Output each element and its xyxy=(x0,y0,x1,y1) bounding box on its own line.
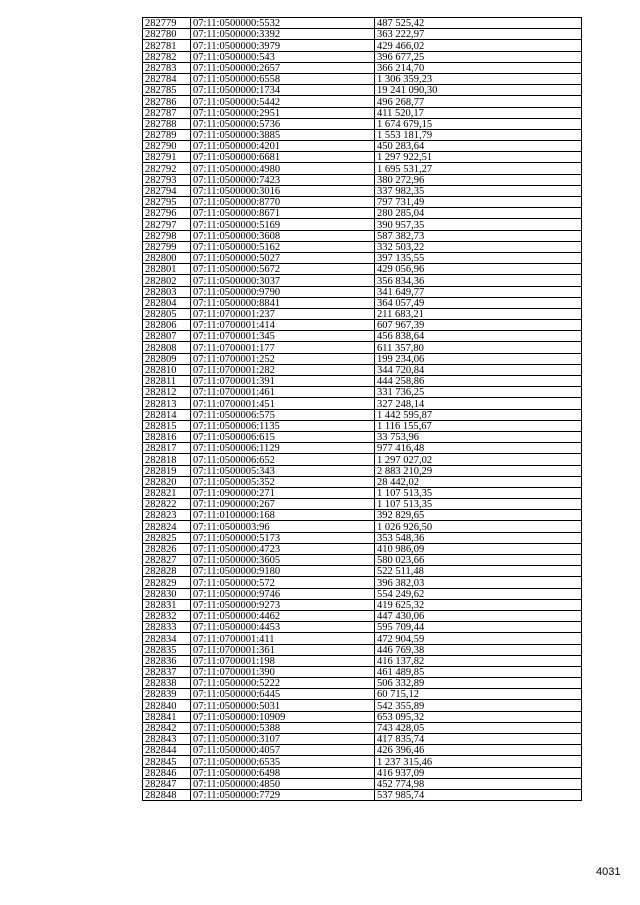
cadastral-number-cell: 07:11:0500000:4057 xyxy=(191,745,375,756)
row-number-cell: 282814 xyxy=(143,409,191,420)
table-row xyxy=(143,286,582,297)
cadastral-number-cell: 07:11:0500006:1135 xyxy=(191,420,375,431)
table-row xyxy=(143,197,582,208)
value-cell: 353 548,36 xyxy=(375,532,582,543)
cadastral-number-cell: 07:11:0500000:9790 xyxy=(191,286,375,297)
cadastral-number-cell: 07:11:0700001:198 xyxy=(191,655,375,666)
value-cell: 2 883 210,29 xyxy=(375,465,582,476)
cadastral-number-cell: 07:11:0500000:5169 xyxy=(191,219,375,230)
table-row xyxy=(143,722,582,733)
cadastral-number-cell: 07:11:0900000:267 xyxy=(191,499,375,510)
row-number-cell: 282794 xyxy=(143,185,191,196)
row-number-cell: 282785 xyxy=(143,85,191,96)
table-row xyxy=(143,208,582,219)
cadastral-number-cell: 07:11:0500000:9746 xyxy=(191,588,375,599)
cadastral-number-cell: 07:11:0500000:3016 xyxy=(191,185,375,196)
table-row xyxy=(143,29,582,40)
value-cell: 419 625,32 xyxy=(375,599,582,610)
value-cell: 1 442 595,87 xyxy=(375,409,582,420)
cadastral-number-cell: 07:11:0500000:543 xyxy=(191,51,375,62)
row-number-cell: 282783 xyxy=(143,62,191,73)
row-number-cell: 282792 xyxy=(143,163,191,174)
table-row xyxy=(143,308,582,319)
value-cell: 410 986,09 xyxy=(375,543,582,554)
row-number-cell: 282835 xyxy=(143,644,191,655)
cadastral-number-cell: 07:11:0500000:9180 xyxy=(191,566,375,577)
value-cell: 363 222,97 xyxy=(375,29,582,40)
value-cell: 1 695 531,27 xyxy=(375,163,582,174)
cadastral-number-cell: 07:11:0500000:6681 xyxy=(191,152,375,163)
cadastral-number-cell: 07:11:0700001:282 xyxy=(191,364,375,375)
row-number-cell: 282831 xyxy=(143,599,191,610)
row-number-cell: 282801 xyxy=(143,264,191,275)
table-row xyxy=(143,320,582,331)
value-cell: 1 237 315,46 xyxy=(375,756,582,767)
cadastral-number-cell: 07:11:0500000:5388 xyxy=(191,722,375,733)
value-cell: 1 026 926,50 xyxy=(375,521,582,532)
value-cell: 450 283,64 xyxy=(375,141,582,152)
cadastral-number-cell: 07:11:0500006:615 xyxy=(191,431,375,442)
cadastral-number-cell: 07:11:0500000:2951 xyxy=(191,107,375,118)
cadastral-number-cell: 07:11:0500000:4453 xyxy=(191,622,375,633)
table-row xyxy=(143,376,582,387)
row-number-cell: 282846 xyxy=(143,767,191,778)
cadastral-number-cell: 07:11:0700001:391 xyxy=(191,376,375,387)
value-cell: 542 355,89 xyxy=(375,700,582,711)
cadastral-number-cell: 07:11:0700001:237 xyxy=(191,308,375,319)
row-number-cell: 282793 xyxy=(143,174,191,185)
row-number-cell: 282811 xyxy=(143,376,191,387)
table-row xyxy=(143,700,582,711)
row-number-cell: 282829 xyxy=(143,577,191,588)
cadastral-number-cell: 07:11:0500000:6558 xyxy=(191,73,375,84)
cadastral-number-cell: 07:11:0500000:5027 xyxy=(191,252,375,263)
cadastral-number-cell: 07:11:0500000:5736 xyxy=(191,118,375,129)
value-cell: 506 332,89 xyxy=(375,678,582,689)
value-cell: 364 057,49 xyxy=(375,297,582,308)
table-row xyxy=(143,185,582,196)
cadastral-number-cell: 07:11:0500000:5532 xyxy=(191,18,375,29)
cadastral-number-cell: 07:11:0500005:352 xyxy=(191,476,375,487)
table-row xyxy=(143,51,582,62)
row-number-cell: 282807 xyxy=(143,331,191,342)
cadastral-number-cell: 07:11:0500006:575 xyxy=(191,409,375,420)
cadastral-number-cell: 07:11:0900000:271 xyxy=(191,487,375,498)
page-number: 4031 xyxy=(596,866,621,878)
row-number-cell: 282833 xyxy=(143,622,191,633)
row-number-cell: 282840 xyxy=(143,700,191,711)
row-number-cell: 282809 xyxy=(143,353,191,364)
row-number-cell: 282788 xyxy=(143,118,191,129)
value-cell: 444 258,86 xyxy=(375,376,582,387)
table-row xyxy=(143,241,582,252)
table-row xyxy=(143,778,582,789)
cadastral-number-cell: 07:11:0500000:4850 xyxy=(191,778,375,789)
value-cell: 416 937,09 xyxy=(375,767,582,778)
value-cell: 392 829,65 xyxy=(375,510,582,521)
value-cell: 456 838,64 xyxy=(375,331,582,342)
row-number-cell: 282828 xyxy=(143,566,191,577)
value-cell: 653 095,32 xyxy=(375,711,582,722)
cadastral-value-table xyxy=(142,17,582,801)
table-row xyxy=(143,532,582,543)
row-number-cell: 282791 xyxy=(143,152,191,163)
value-cell: 28 442,02 xyxy=(375,476,582,487)
value-cell: 332 503,22 xyxy=(375,241,582,252)
cadastral-number-cell: 07:11:0500000:3608 xyxy=(191,230,375,241)
cadastral-number-cell: 07:11:0700001:361 xyxy=(191,644,375,655)
value-cell: 1 107 513,35 xyxy=(375,499,582,510)
row-number-cell: 282817 xyxy=(143,443,191,454)
cadastral-number-cell: 07:11:0500000:3885 xyxy=(191,129,375,140)
cadastral-number-cell: 07:11:0500000:3107 xyxy=(191,734,375,745)
table-row xyxy=(143,331,582,342)
row-number-cell: 282842 xyxy=(143,722,191,733)
cadastral-number-cell: 07:11:0700001:177 xyxy=(191,342,375,353)
table-row xyxy=(143,521,582,532)
table-row xyxy=(143,499,582,510)
row-number-cell: 282810 xyxy=(143,364,191,375)
value-cell: 199 234,06 xyxy=(375,353,582,364)
cadastral-number-cell: 07:11:0500000:6445 xyxy=(191,689,375,700)
cadastral-number-cell: 07:11:0500000:4462 xyxy=(191,610,375,621)
table-row xyxy=(143,264,582,275)
row-number-cell: 282779 xyxy=(143,18,191,29)
row-number-cell: 282847 xyxy=(143,778,191,789)
cadastral-number-cell: 07:11:0500000:3979 xyxy=(191,40,375,51)
value-cell: 607 967,39 xyxy=(375,320,582,331)
cadastral-number-cell: 07:11:0500000:6535 xyxy=(191,756,375,767)
table-row xyxy=(143,711,582,722)
cadastral-number-cell: 07:11:0500000:8770 xyxy=(191,197,375,208)
value-cell: 472 904,59 xyxy=(375,633,582,644)
row-number-cell: 282837 xyxy=(143,666,191,677)
cadastral-number-cell: 07:11:0500000:1734 xyxy=(191,85,375,96)
row-number-cell: 282830 xyxy=(143,588,191,599)
row-number-cell: 282819 xyxy=(143,465,191,476)
row-number-cell: 282821 xyxy=(143,487,191,498)
value-cell: 429 466,02 xyxy=(375,40,582,51)
row-number-cell: 282787 xyxy=(143,107,191,118)
row-number-cell: 282782 xyxy=(143,51,191,62)
value-cell: 397 135,55 xyxy=(375,252,582,263)
row-number-cell: 282800 xyxy=(143,252,191,263)
row-number-cell: 282790 xyxy=(143,141,191,152)
cadastral-number-cell: 07:11:0500000:4980 xyxy=(191,163,375,174)
row-number-cell: 282848 xyxy=(143,789,191,800)
table-row xyxy=(143,610,582,621)
cadastral-number-cell: 07:11:0500000:3392 xyxy=(191,29,375,40)
table-row xyxy=(143,622,582,633)
table-row xyxy=(143,219,582,230)
value-cell: 1 107 513,35 xyxy=(375,487,582,498)
value-cell: 411 520,17 xyxy=(375,107,582,118)
value-cell: 496 268,77 xyxy=(375,96,582,107)
value-cell: 33 753,96 xyxy=(375,431,582,442)
table-row xyxy=(143,666,582,677)
table-row xyxy=(143,431,582,442)
value-cell: 743 428,05 xyxy=(375,722,582,733)
table-row xyxy=(143,18,582,29)
value-cell: 429 056,96 xyxy=(375,264,582,275)
row-number-cell: 282844 xyxy=(143,745,191,756)
cadastral-number-cell: 07:11:0500000:5031 xyxy=(191,700,375,711)
table-row xyxy=(143,476,582,487)
table-row xyxy=(143,85,582,96)
value-cell: 331 736,25 xyxy=(375,387,582,398)
value-cell: 447 430,06 xyxy=(375,610,582,621)
value-cell: 487 525,42 xyxy=(375,18,582,29)
value-cell: 537 985,74 xyxy=(375,789,582,800)
row-number-cell: 282823 xyxy=(143,510,191,521)
table-row xyxy=(143,689,582,700)
value-cell: 461 489,85 xyxy=(375,666,582,677)
cadastral-number-cell: 07:11:0500000:10909 xyxy=(191,711,375,722)
row-number-cell: 282838 xyxy=(143,678,191,689)
table-row xyxy=(143,73,582,84)
table-row xyxy=(143,40,582,51)
row-number-cell: 282803 xyxy=(143,286,191,297)
value-cell: 452 774,98 xyxy=(375,778,582,789)
row-number-cell: 282827 xyxy=(143,555,191,566)
row-number-cell: 282824 xyxy=(143,521,191,532)
table-row xyxy=(143,174,582,185)
table-row xyxy=(143,487,582,498)
row-number-cell: 282808 xyxy=(143,342,191,353)
value-cell: 580 023,66 xyxy=(375,555,582,566)
cadastral-number-cell: 07:11:0500000:9273 xyxy=(191,599,375,610)
row-number-cell: 282843 xyxy=(143,734,191,745)
row-number-cell: 282799 xyxy=(143,241,191,252)
row-number-cell: 282795 xyxy=(143,197,191,208)
value-cell: 797 731,49 xyxy=(375,197,582,208)
row-number-cell: 282815 xyxy=(143,420,191,431)
row-number-cell: 282804 xyxy=(143,297,191,308)
table-row xyxy=(143,555,582,566)
cadastral-number-cell: 07:11:0500003:96 xyxy=(191,521,375,532)
cadastral-number-cell: 07:11:0500000:5162 xyxy=(191,241,375,252)
table-row xyxy=(143,745,582,756)
table-row xyxy=(143,510,582,521)
table-row xyxy=(143,588,582,599)
value-cell: 337 982,35 xyxy=(375,185,582,196)
table-row xyxy=(143,789,582,800)
table-row xyxy=(143,141,582,152)
value-cell: 554 249,62 xyxy=(375,588,582,599)
row-number-cell: 282836 xyxy=(143,655,191,666)
row-number-cell: 282786 xyxy=(143,96,191,107)
row-number-cell: 282798 xyxy=(143,230,191,241)
table-row xyxy=(143,107,582,118)
table-body xyxy=(143,18,582,801)
value-cell: 327 248,14 xyxy=(375,398,582,409)
row-number-cell: 282834 xyxy=(143,633,191,644)
cadastral-number-cell: 07:11:0500000:4201 xyxy=(191,141,375,152)
value-cell: 1 306 359,23 xyxy=(375,73,582,84)
table-row xyxy=(143,152,582,163)
cadastral-number-cell: 07:11:0500000:8841 xyxy=(191,297,375,308)
table-row xyxy=(143,734,582,745)
table-row xyxy=(143,387,582,398)
value-cell: 19 241 090,30 xyxy=(375,85,582,96)
value-cell: 380 272,96 xyxy=(375,174,582,185)
value-cell: 446 769,38 xyxy=(375,644,582,655)
row-number-cell: 282832 xyxy=(143,610,191,621)
row-number-cell: 282806 xyxy=(143,320,191,331)
table-row xyxy=(143,678,582,689)
table-row xyxy=(143,353,582,364)
value-cell: 611 357,80 xyxy=(375,342,582,353)
row-number-cell: 282845 xyxy=(143,756,191,767)
table-row xyxy=(143,297,582,308)
table-row xyxy=(143,409,582,420)
cadastral-number-cell: 07:11:0500000:5442 xyxy=(191,96,375,107)
row-number-cell: 282816 xyxy=(143,431,191,442)
row-number-cell: 282780 xyxy=(143,29,191,40)
cadastral-number-cell: 07:11:0500000:4723 xyxy=(191,543,375,554)
row-number-cell: 282813 xyxy=(143,398,191,409)
table-row xyxy=(143,443,582,454)
table-row xyxy=(143,566,582,577)
table-row xyxy=(143,275,582,286)
cadastral-number-cell: 07:11:0500000:8671 xyxy=(191,208,375,219)
value-cell: 280 285,04 xyxy=(375,208,582,219)
cadastral-number-cell: 07:11:0700001:390 xyxy=(191,666,375,677)
value-cell: 1 297 922,51 xyxy=(375,152,582,163)
table-row xyxy=(143,163,582,174)
cadastral-number-cell: 07:11:0500006:1129 xyxy=(191,443,375,454)
table-row xyxy=(143,342,582,353)
value-cell: 587 382,73 xyxy=(375,230,582,241)
row-number-cell: 282826 xyxy=(143,543,191,554)
value-cell: 341 649,77 xyxy=(375,286,582,297)
table-row xyxy=(143,543,582,554)
cadastral-number-cell: 07:11:0700001:414 xyxy=(191,320,375,331)
table-row xyxy=(143,633,582,644)
table-row xyxy=(143,118,582,129)
table-row xyxy=(143,62,582,73)
table-row xyxy=(143,599,582,610)
value-cell: 1 674 679,15 xyxy=(375,118,582,129)
value-cell: 1 116 155,67 xyxy=(375,420,582,431)
row-number-cell: 282825 xyxy=(143,532,191,543)
table-row xyxy=(143,577,582,588)
cadastral-number-cell: 07:11:0500000:572 xyxy=(191,577,375,588)
row-number-cell: 282797 xyxy=(143,219,191,230)
row-number-cell: 282781 xyxy=(143,40,191,51)
cadastral-number-cell: 07:11:0500005:343 xyxy=(191,465,375,476)
table-row xyxy=(143,655,582,666)
row-number-cell: 282822 xyxy=(143,499,191,510)
row-number-cell: 282784 xyxy=(143,73,191,84)
table-row xyxy=(143,96,582,107)
cadastral-number-cell: 07:11:0700001:461 xyxy=(191,387,375,398)
value-cell: 417 835,74 xyxy=(375,734,582,745)
value-cell: 366 214,70 xyxy=(375,62,582,73)
cadastral-number-cell: 07:11:0500000:5222 xyxy=(191,678,375,689)
cadastral-number-cell: 07:11:0700001:411 xyxy=(191,633,375,644)
value-cell: 416 137,82 xyxy=(375,655,582,666)
value-cell: 522 511,48 xyxy=(375,566,582,577)
table-row xyxy=(143,230,582,241)
row-number-cell: 282820 xyxy=(143,476,191,487)
table-row xyxy=(143,398,582,409)
table-row xyxy=(143,767,582,778)
value-cell: 60 715,12 xyxy=(375,689,582,700)
row-number-cell: 282796 xyxy=(143,208,191,219)
cadastral-number-cell: 07:11:0500000:6498 xyxy=(191,767,375,778)
cadastral-number-cell: 07:11:0500000:5173 xyxy=(191,532,375,543)
table-row xyxy=(143,420,582,431)
table-row xyxy=(143,364,582,375)
row-number-cell: 282789 xyxy=(143,129,191,140)
row-number-cell: 282805 xyxy=(143,308,191,319)
value-cell: 426 396,46 xyxy=(375,745,582,756)
row-number-cell: 282802 xyxy=(143,275,191,286)
value-cell: 396 382,03 xyxy=(375,577,582,588)
cadastral-number-cell: 07:11:0500000:3037 xyxy=(191,275,375,286)
cadastral-number-cell: 07:11:0100000:168 xyxy=(191,510,375,521)
cadastral-number-cell: 07:11:0500000:2657 xyxy=(191,62,375,73)
cadastral-number-cell: 07:11:0700001:252 xyxy=(191,353,375,364)
value-cell: 211 683,21 xyxy=(375,308,582,319)
value-cell: 977 416,48 xyxy=(375,443,582,454)
value-cell: 396 677,25 xyxy=(375,51,582,62)
cadastral-number-cell: 07:11:0500000:3605 xyxy=(191,555,375,566)
row-number-cell: 282812 xyxy=(143,387,191,398)
table-row xyxy=(143,252,582,263)
value-cell: 344 720,84 xyxy=(375,364,582,375)
cadastral-number-cell: 07:11:0700001:345 xyxy=(191,331,375,342)
row-number-cell: 282841 xyxy=(143,711,191,722)
table-row xyxy=(143,465,582,476)
cadastral-number-cell: 07:11:0500000:7729 xyxy=(191,789,375,800)
cadastral-number-cell: 07:11:0500000:5672 xyxy=(191,264,375,275)
value-cell: 1 553 181,79 xyxy=(375,129,582,140)
cadastral-number-cell: 07:11:0700001:451 xyxy=(191,398,375,409)
cadastral-number-cell: 07:11:0500006:652 xyxy=(191,454,375,465)
table-row xyxy=(143,454,582,465)
row-number-cell: 282839 xyxy=(143,689,191,700)
cadastral-number-cell: 07:11:0500000:7423 xyxy=(191,174,375,185)
table-row xyxy=(143,129,582,140)
row-number-cell: 282818 xyxy=(143,454,191,465)
value-cell: 1 297 027,02 xyxy=(375,454,582,465)
value-cell: 390 957,35 xyxy=(375,219,582,230)
table-row xyxy=(143,756,582,767)
table-row xyxy=(143,644,582,655)
value-cell: 595 709,44 xyxy=(375,622,582,633)
value-cell: 356 834,36 xyxy=(375,275,582,286)
